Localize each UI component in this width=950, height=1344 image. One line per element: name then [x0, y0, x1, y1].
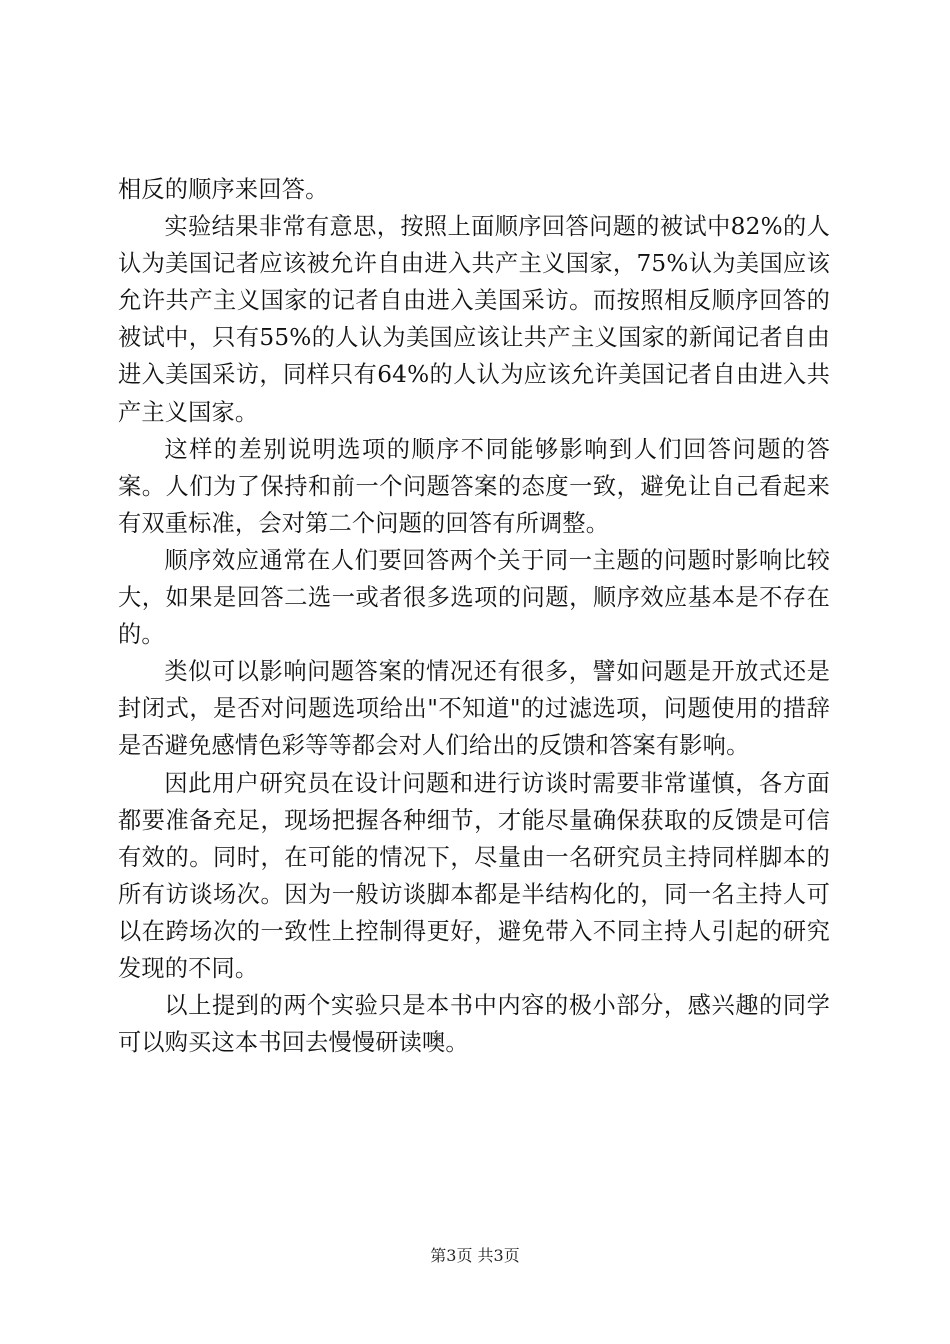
paragraph-experiment-results: 实验结果非常有意思，按照上面顺序回答问题的被试中82%的人认为美国记者应该被允许自由进入共产主义国家，75%认为美国应该允许共产主义国家的记者自由进入美国采访。而按照相反顺序回答的被试中，只有55%的人认为美国应该让共产主义国家的新闻记者自由进入美国采访，同样只有64%的人认为应该允许美国记者自由进入共产主义国家。	[118, 213, 830, 426]
page-number-footer: 第3页 共3页	[430, 1246, 520, 1265]
paragraph-order-effect: 顺序效应通常在人们要回答两个关于同一主题的问题时影响比较大，如果是回答二选一或者很多选项的问题，顺序效应基本是不存在的。	[118, 546, 830, 649]
paragraph-continuation: 相反的顺序来回答。	[118, 176, 329, 203]
paragraph-other-factors: 类似可以影响问题答案的情况还有很多，譬如问题是开放式还是封闭式，是否对问题选项给出"不知道"的过滤选项，问题使用的措辞是否避免感情色彩等等都会对人们给出的反馈和答案有影响。	[118, 658, 830, 760]
document-body	[118, 171, 830, 1061]
paragraph-conclusion: 以上提到的两个实验只是本书中内容的极小部分，感兴趣的同学可以购买这本书回去慢慢研读噢。	[118, 992, 830, 1057]
paragraph-difference-explanation: 这样的差别说明选项的顺序不同能够影响到人们回答问题的答案。人们为了保持和前一个问题答案的态度一致，避免让自己看起来有双重标准，会对第二个问题的回答有所调整。	[118, 435, 830, 537]
paragraph-researcher-advice: 因此用户研究员在设计问题和进行访谈时需要非常谨慎，各方面都要准备充足，现场把握各种细节，才能尽量确保获取的反馈是可信有效的。同时，在可能的情况下，尽量由一名研究员主持同样脚本的所有访谈场次。因为一般访谈脚本都是半结构化的，同一名主持人可以在跨场次的一致性上控制得更好，避免带入不同主持人引起的研究发现的不同。	[118, 769, 830, 982]
